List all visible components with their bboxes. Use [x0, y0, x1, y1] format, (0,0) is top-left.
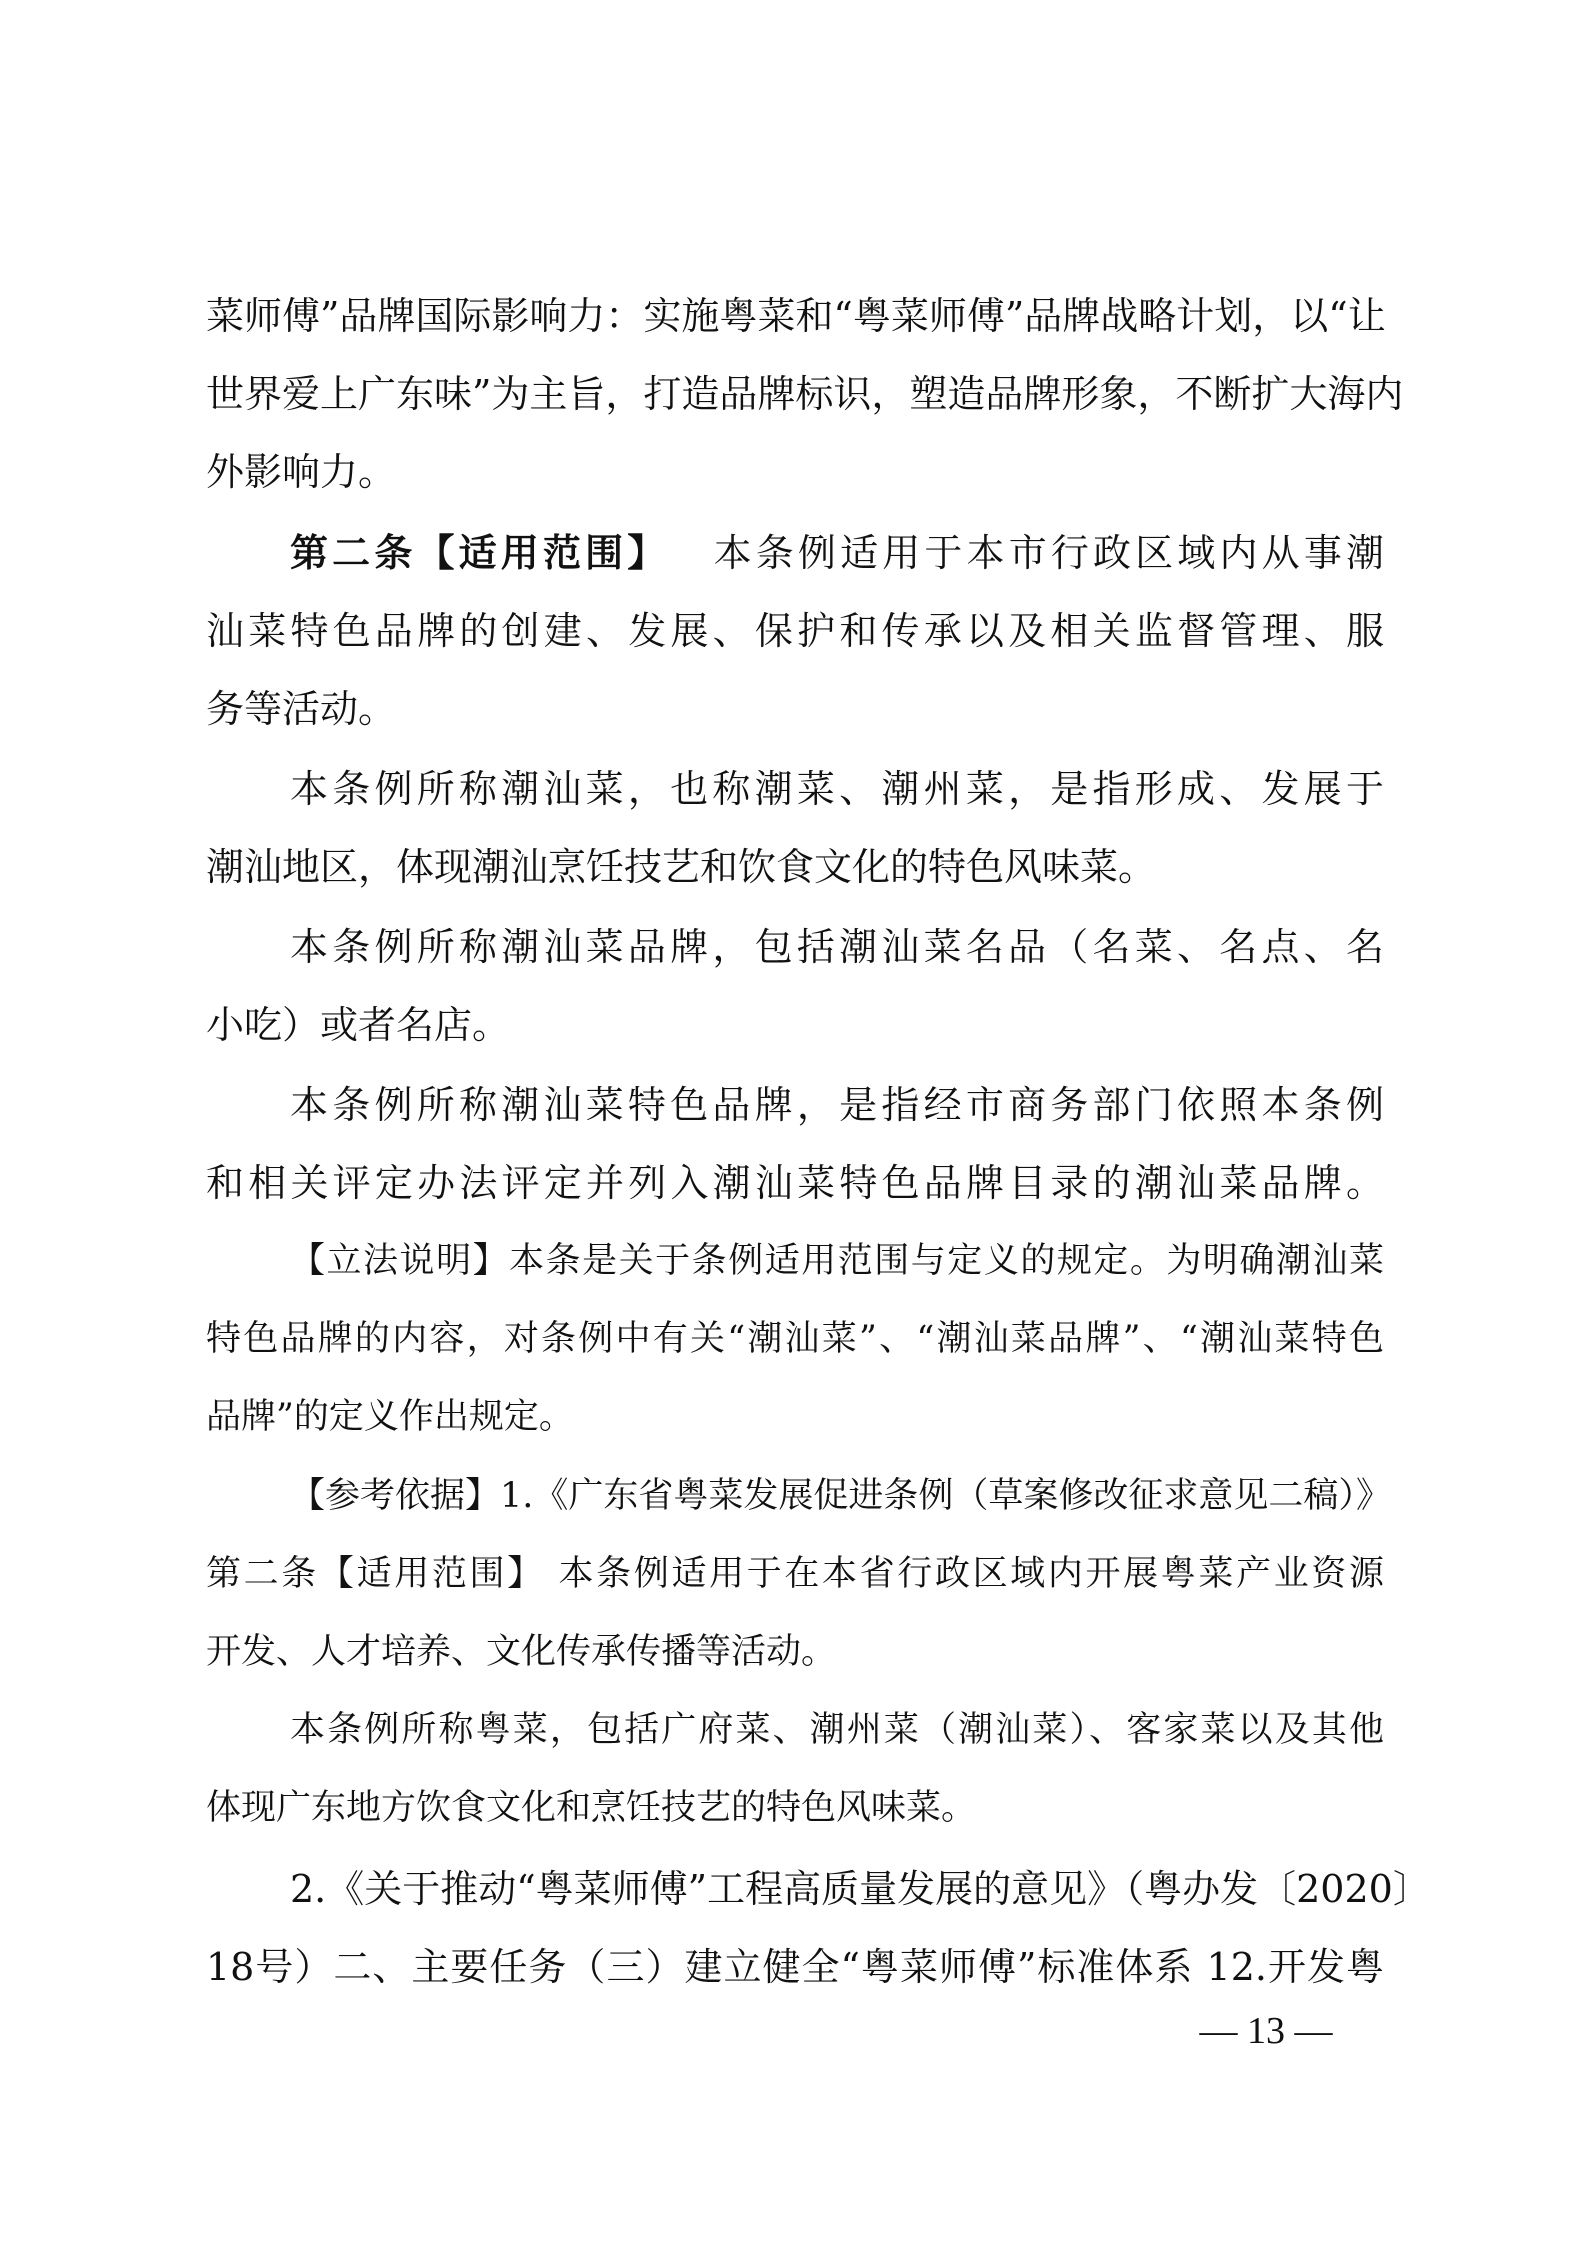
definition-line: 本条例所称潮汕菜特色品牌，是指经市商务部门依照本条例 [290, 1083, 1384, 1127]
reference-line: 第二条【适用范围】 本条例适用于在本省行政区域内开展粤菜产业资源 [206, 1554, 1384, 1594]
paragraph-line: 务等活动。 [206, 687, 397, 731]
reference-line: 【参考依据】1.《广东省粤菜发展促进条例（草案修改征求意见二稿）》 [290, 1476, 1391, 1516]
paragraph-line: 汕菜特色品牌的创建、发展、保护和传承以及相关监督管理、服 [206, 609, 1384, 653]
paragraph-line: 外影响力。 [206, 450, 397, 494]
definition-line: 本条例所称潮汕菜品牌，包括潮汕菜名品（名菜、名点、名 [290, 925, 1384, 969]
paragraph-line: 世界爱上广东味”为主旨，打造品牌标识，塑造品牌形象，不断扩大海内 [206, 372, 1404, 416]
reference-line: 18号）二、主要任务（三）建立健全“粤菜师傅”标准体系 12.开发粤 [206, 1945, 1384, 1989]
legislative-note-line: 特色品牌的内容，对条例中有关“潮汕菜”、“潮汕菜品牌”、“潮汕菜特色 [206, 1319, 1384, 1359]
reference-line: 体现广东地方饮食文化和烹饪技艺的特色风味菜。 [206, 1788, 977, 1828]
definition-line: 本条例所称潮汕菜，也称潮菜、潮州菜，是指形成、发展于 [290, 767, 1384, 811]
article-heading-line [290, 531, 1384, 575]
reference-line: 本条例所称粤菜，包括广府菜、潮州菜（潮汕菜）、客家菜以及其他 [290, 1710, 1384, 1750]
reference-line: 2.《关于推动“粤菜师傅”工程高质量发展的意见》（粤办发〔2020〕 [290, 1867, 1431, 1911]
definition-line: 小吃）或者名店。 [206, 1003, 511, 1047]
page-number: — 13 — [1199, 2010, 1333, 2052]
definition-line: 和相关评定办法评定并列入潮汕菜特色品牌目录的潮汕菜品牌。 [206, 1161, 1384, 1205]
legislative-note-line: 品牌”的定义作出规定。 [206, 1397, 574, 1437]
article-heading: 第二条【适用范围】 [290, 531, 670, 575]
reference-line: 开发、人才培养、文化传承传播等活动。 [206, 1632, 837, 1672]
paragraph-line: 菜师傅”品牌国际影响力：实施粤菜和“粤菜师傅”品牌战略计划，以“让 [206, 294, 1386, 338]
legislative-note-line: 【立法说明】本条是关于条例适用范围与定义的规定。为明确潮汕菜 [290, 1241, 1384, 1281]
definition-line: 潮汕地区，体现潮汕烹饪技艺和饮食文化的特色风味菜。 [206, 845, 1157, 889]
article-text: 本条例适用于本市行政区域内从事潮 [709, 531, 1384, 575]
